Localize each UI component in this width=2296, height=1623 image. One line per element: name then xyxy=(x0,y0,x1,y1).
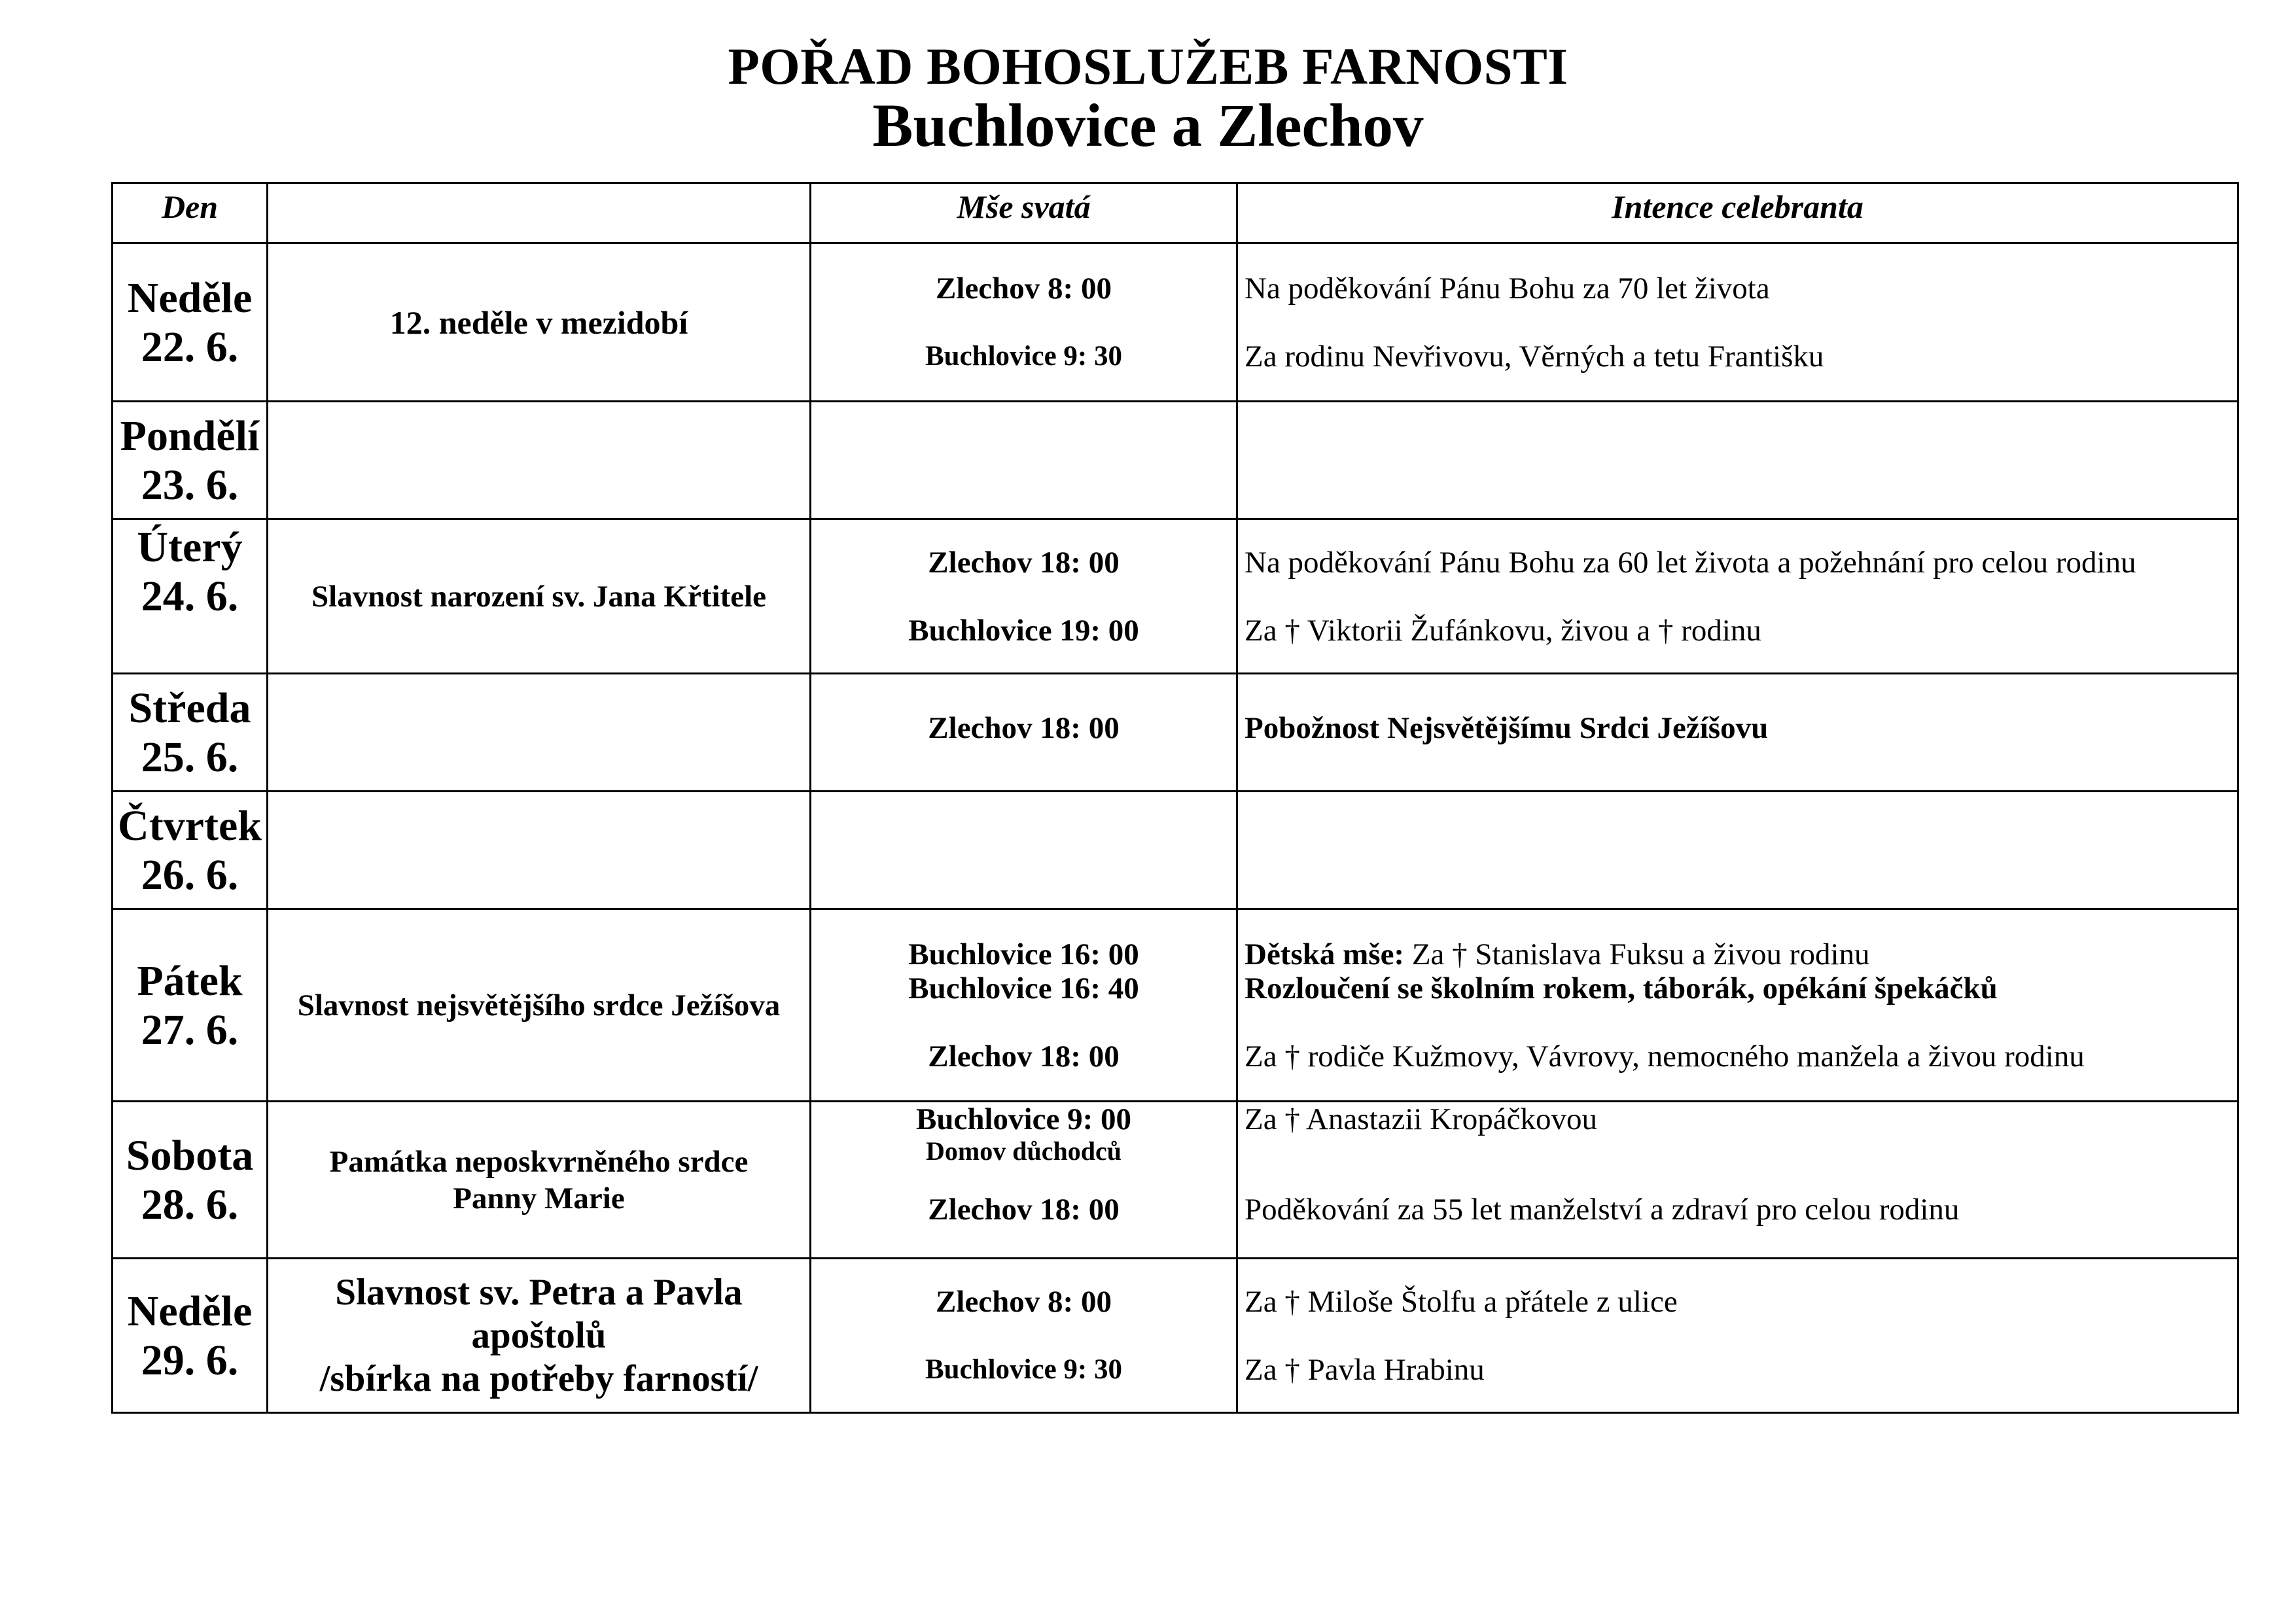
intention-text: Poděkování za 55 let manželství a zdraví pro celou rodinu xyxy=(1245,1193,1960,1227)
intentions-cell xyxy=(1237,674,2238,792)
mass-cell xyxy=(811,402,1237,519)
day-cell xyxy=(113,909,268,1102)
page-subtitle: Buchlovice a Zlechov xyxy=(872,92,1424,160)
spacer xyxy=(1245,305,2231,340)
day-date: 23. 6. xyxy=(141,461,239,509)
day-name: Sobota xyxy=(126,1131,254,1179)
day-date: 27. 6. xyxy=(141,1005,239,1054)
spacer xyxy=(818,305,1229,340)
mass-time: Buchlovice 16: 00 xyxy=(908,937,1139,971)
mass-time: Buchlovice 9: 00 xyxy=(916,1102,1131,1136)
mass-time: Buchlovice 9: 30 xyxy=(925,340,1122,372)
intention-text: Pobožnost Nejsvětějšímu Srdci Ježíšovu xyxy=(1245,711,1769,745)
mass-cell xyxy=(811,792,1237,909)
mass-cell xyxy=(811,1259,1237,1413)
occasion-cell: Slavnost nejsvětějšího srdce Ježíšova xyxy=(268,909,811,1102)
day-date: 22. 6. xyxy=(141,323,239,371)
day-name: Neděle xyxy=(127,273,253,322)
day-date: 28. 6. xyxy=(141,1180,239,1229)
day-date: 24. 6. xyxy=(141,572,239,620)
mass-time: Buchlovice 9: 30 xyxy=(925,1353,1122,1385)
occasion-cell xyxy=(268,402,811,519)
childrens-mass-text: Za † Stanislava Fuksu a živou rodinu xyxy=(1404,937,1870,971)
occasion-cell: Slavnost narození sv. Jana Křtitele xyxy=(268,519,811,674)
intentions-cell xyxy=(1237,519,2238,674)
spacer xyxy=(818,1166,1229,1193)
table-row xyxy=(113,1102,2238,1259)
day-date: 25. 6. xyxy=(141,733,239,781)
mass-time: Zlechov 8: 00 xyxy=(936,1284,1112,1319)
table-row xyxy=(113,519,2238,674)
spacer xyxy=(1245,580,2231,614)
spacer xyxy=(1245,1005,2231,1039)
occasion-cell xyxy=(268,674,811,792)
spacer xyxy=(818,1005,1229,1039)
intentions-cell xyxy=(1237,909,2238,1102)
occasion-cell xyxy=(268,792,811,909)
day-cell xyxy=(113,519,268,674)
schedule-table xyxy=(111,182,2239,1414)
intention-text: Za † Pavla Hrabinu xyxy=(1245,1352,1485,1387)
table-row xyxy=(113,402,2238,519)
day-date: 26. 6. xyxy=(141,850,239,899)
occasion-line: Panny Marie xyxy=(453,1181,625,1215)
spacer xyxy=(1245,1136,2231,1193)
occasion-line: apoštolů xyxy=(471,1314,607,1356)
day-cell xyxy=(113,1102,268,1259)
mass-time: Zlechov 18: 00 xyxy=(928,711,1120,745)
occasion-line: Slavnost sv. Petra a Pavla xyxy=(335,1271,743,1313)
day-name: Neděle xyxy=(127,1287,253,1335)
spacer xyxy=(818,1319,1229,1353)
occasion-line: Památka neposkvrněného srdce xyxy=(329,1144,749,1179)
spacer xyxy=(818,580,1229,614)
mass-time: Zlechov 8: 00 xyxy=(936,271,1112,305)
occasion-cell: 12. neděle v mezidobí xyxy=(268,243,811,402)
mass-location-note: Domov důchodců xyxy=(926,1136,1122,1166)
intentions-cell xyxy=(1237,792,2238,909)
mass-cell xyxy=(811,243,1237,402)
mass-time: Zlechov 18: 00 xyxy=(928,1039,1120,1073)
intention-farewell: Rozloučení se školním rokem, táborák, opékání špekáčků xyxy=(1245,971,1998,1005)
mass-cell xyxy=(811,674,1237,792)
intention-text: Na poděkování Pánu Bohu za 60 let života a požehnání pro celou rodinu xyxy=(1245,545,2136,580)
intention-text: Na poděkování Pánu Bohu za 70 let života xyxy=(1245,271,1770,305)
occasion-line: /sbírka na potřeby farností/ xyxy=(319,1357,758,1399)
header-mass: Mše svatá xyxy=(811,183,1237,243)
spacer xyxy=(1245,1319,2231,1353)
header-occasion xyxy=(268,183,811,243)
intention-text: Za † Viktorii Žufánkovu, živou a † rodinu xyxy=(1245,613,1761,648)
intentions-cell xyxy=(1237,243,2238,402)
table-row xyxy=(113,909,2238,1102)
intention-text: Za rodinu Nevřivovu, Věrných a tetu Františku xyxy=(1245,339,1824,374)
day-cell xyxy=(113,243,268,402)
table-row xyxy=(113,674,2238,792)
page-title: POŘAD BOHOSLUŽEB FARNOSTI xyxy=(728,39,1568,96)
mass-cell xyxy=(811,1102,1237,1259)
mass-time: Zlechov 18: 00 xyxy=(928,545,1120,580)
mass-cell xyxy=(811,519,1237,674)
intention-text: Za † Anastazii Kropáčkovou xyxy=(1245,1102,1598,1136)
intention-text: Za † Miloše Štolfu a přátele z ulice xyxy=(1245,1284,1678,1319)
day-name: Čtvrtek xyxy=(118,801,262,850)
day-cell xyxy=(113,674,268,792)
day-cell xyxy=(113,1259,268,1413)
intentions-cell xyxy=(1237,1102,2238,1259)
day-name: Pátek xyxy=(137,956,243,1005)
intentions-cell xyxy=(1237,1259,2238,1413)
mass-time: Buchlovice 16: 40 xyxy=(908,971,1139,1005)
occasion-cell xyxy=(268,1102,811,1259)
intentions-cell xyxy=(1237,402,2238,519)
day-cell xyxy=(113,792,268,909)
intention-childrens-mass xyxy=(1245,937,2231,971)
mass-time: Zlechov 18: 00 xyxy=(928,1193,1120,1227)
mass-time: Buchlovice 19: 00 xyxy=(908,613,1139,648)
header-intentions: Intence celebranta xyxy=(1237,183,2238,243)
occasion-cell xyxy=(268,1259,811,1413)
day-cell xyxy=(113,402,268,519)
table-row xyxy=(113,792,2238,909)
day-date: 29. 6. xyxy=(141,1336,239,1384)
header-row xyxy=(113,183,2238,243)
intention-text: Za † rodiče Kužmovy, Vávrovy, nemocného manžela a živou rodinu xyxy=(1245,1039,2085,1073)
day-name: Středa xyxy=(128,684,251,732)
header-day: Den xyxy=(113,183,268,243)
table-row xyxy=(113,243,2238,402)
table-row xyxy=(113,1259,2238,1413)
mass-cell xyxy=(811,909,1237,1102)
day-name: Úterý xyxy=(137,523,243,571)
childrens-mass-label: Dětská mše: xyxy=(1245,937,1405,971)
day-name: Pondělí xyxy=(120,411,260,460)
